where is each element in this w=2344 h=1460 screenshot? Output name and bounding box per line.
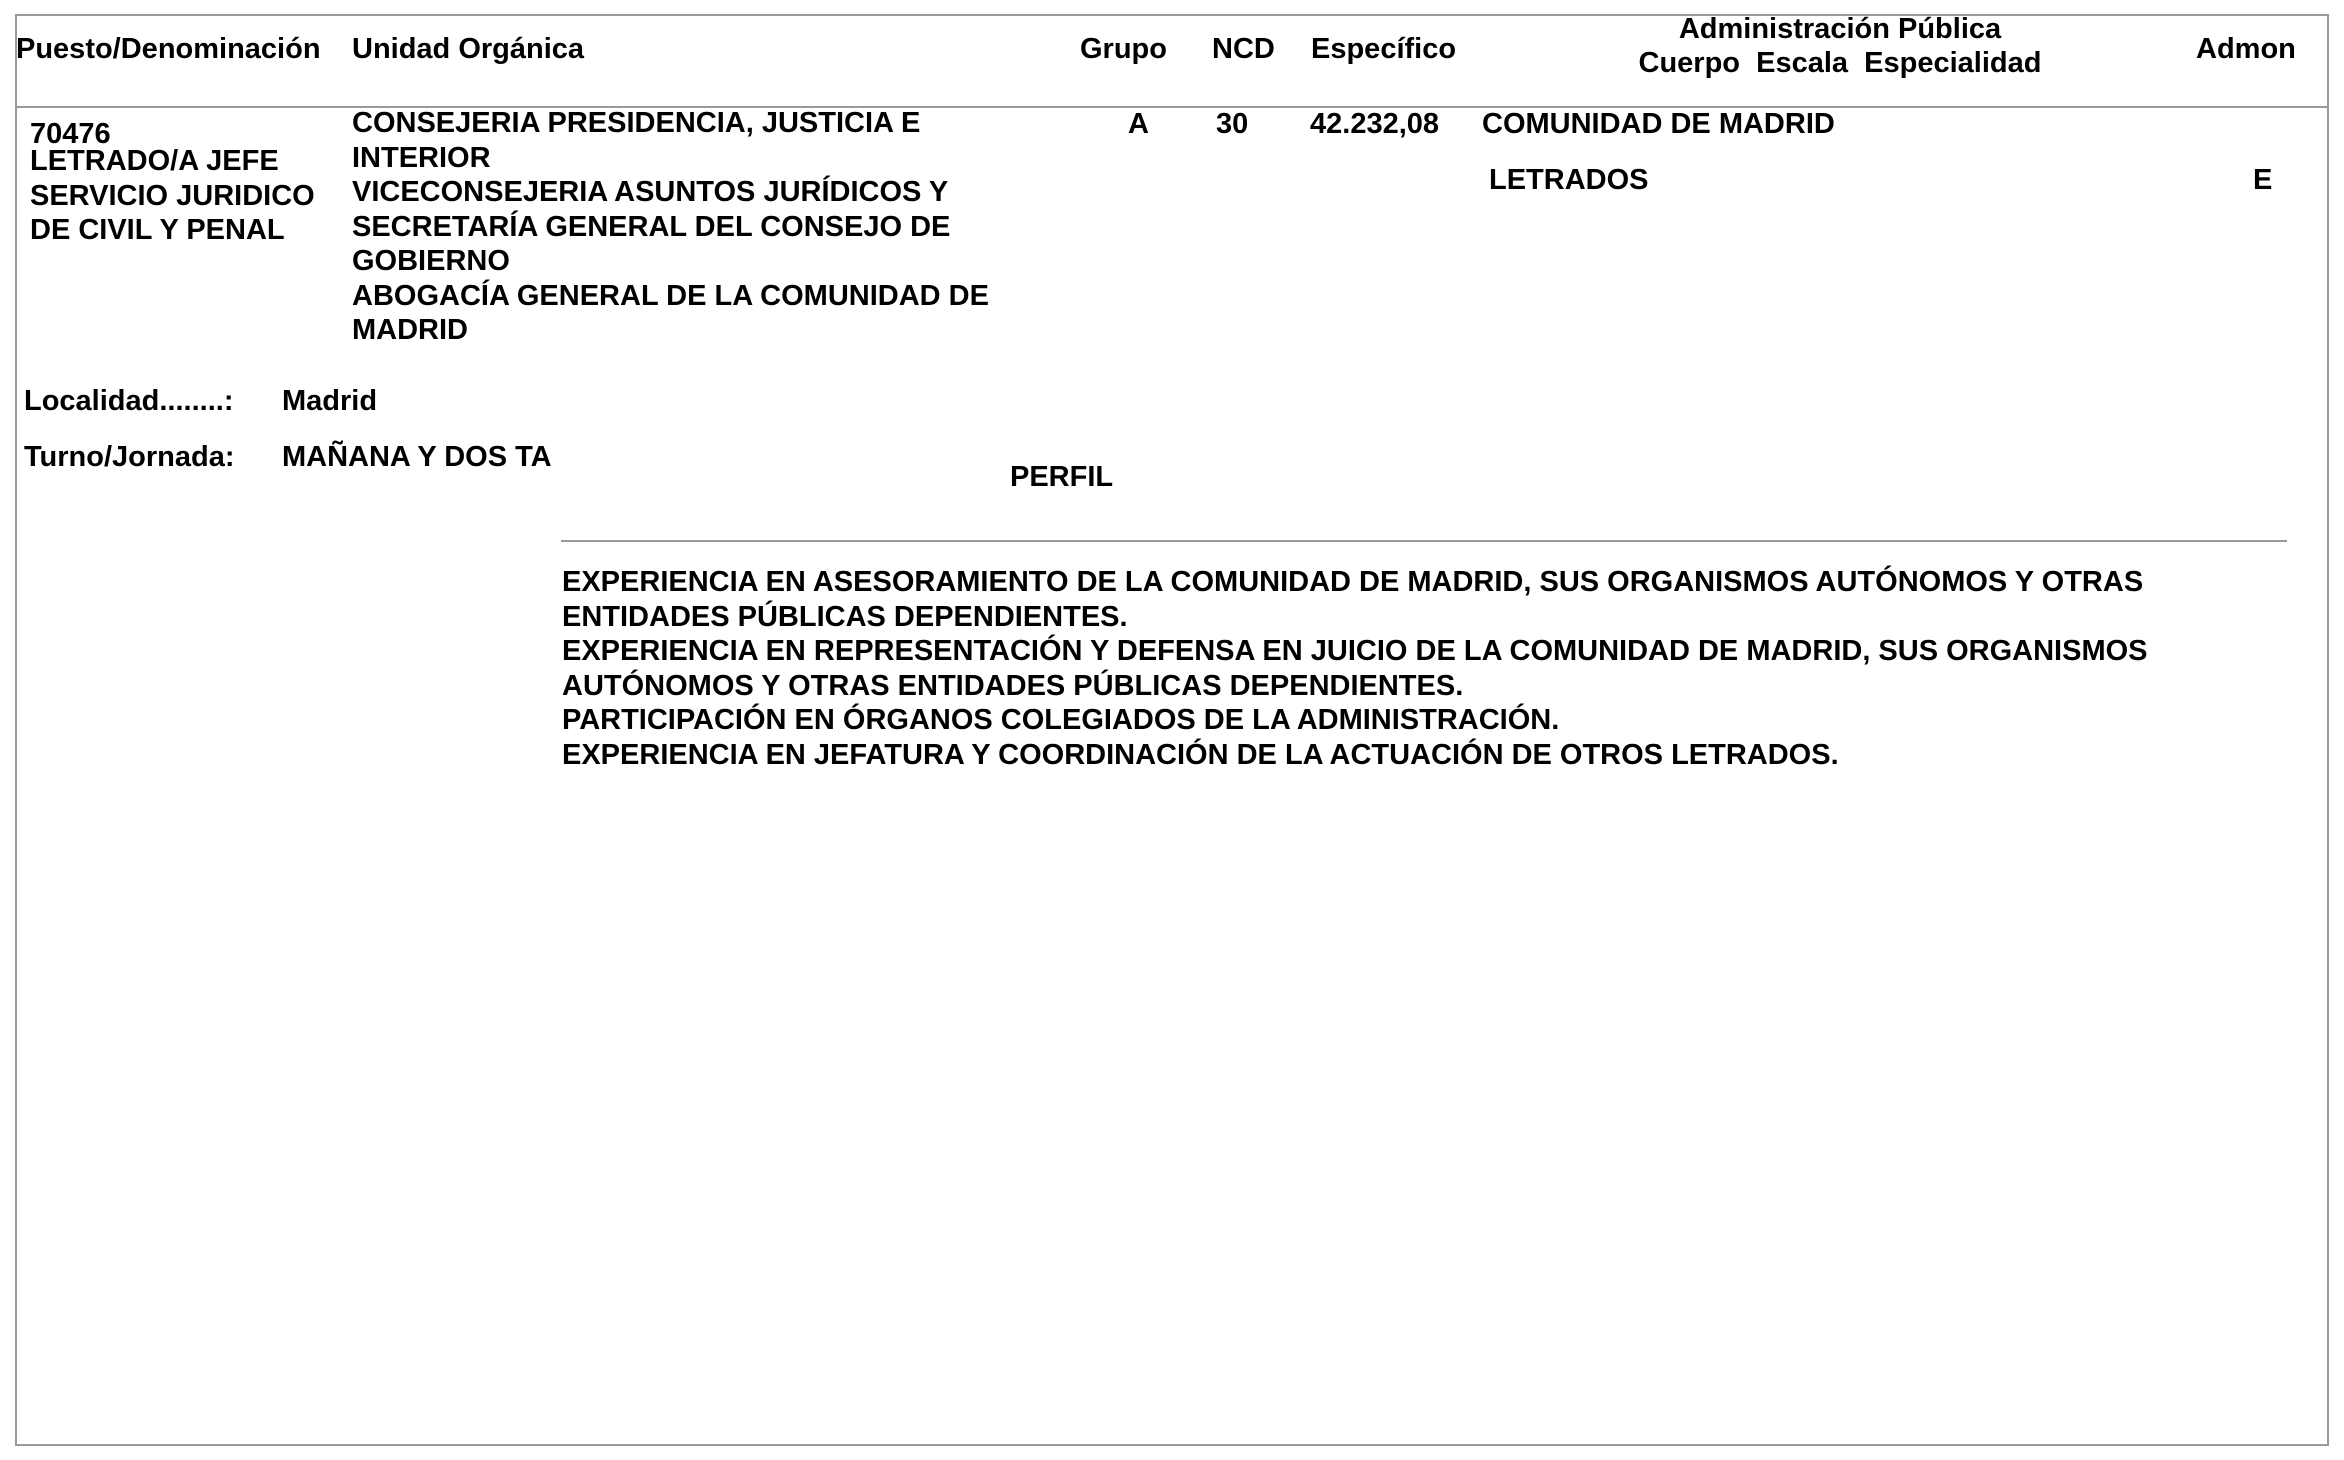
especifico-value: 42.232,08	[1310, 108, 1440, 140]
puesto-code: 70476	[30, 118, 111, 150]
perfil-line: AUTÓNOMOS Y OTRAS ENTIDADES PÚBLICAS DEPENDIENTES.	[562, 669, 1464, 702]
header-unidad: Unidad Orgánica	[352, 33, 585, 65]
unidad-line: INTERIOR	[352, 141, 491, 174]
localidad-value: Madrid	[282, 385, 378, 417]
header-administracion: Administración Pública	[1678, 13, 2002, 45]
header-puesto: Puesto/Denominación	[16, 33, 321, 65]
unidad-line: GOBIERNO	[352, 245, 510, 277]
perfil-line: EXPERIENCIA EN ASESORAMIENTO DE LA COMUNIDAD DE MADRID, SUS ORGANISMOS AUTÓNOMOS Y OTRAS	[562, 566, 2144, 598]
administracion-value: COMUNIDAD DE MADRID	[1482, 108, 1835, 140]
perfil-line: EXPERIENCIA EN REPRESENTACIÓN Y DEFENSA EN JUICIO DE LA COMUNIDAD DE MADRID, SUS ORGANISMOS	[562, 635, 2148, 667]
denominacion-line: DE CIVIL Y PENAL	[30, 214, 285, 246]
unidad-line: ABOGACÍA GENERAL DE LA COMUNIDAD DE	[352, 279, 989, 312]
header-grupo: Grupo	[1080, 33, 1167, 65]
turno-label: Turno/Jornada:	[24, 441, 235, 473]
unidad-line: VICECONSEJERIA ASUNTOS JURÍDICOS Y	[352, 176, 949, 208]
turno-value: MAÑANA Y DOS TA	[282, 441, 552, 473]
header-especifico: Específico	[1311, 33, 1457, 65]
admon-value: E	[2253, 164, 2273, 196]
perfil-text	[562, 565, 2148, 772]
perfil-line: EXPERIENCIA EN JEFATURA Y COORDINACIÓN DE LA ACTUACIÓN DE OTROS LETRADOS.	[562, 738, 1839, 771]
perfil-title: PERFIL	[1010, 461, 1114, 493]
ncd-value: 30	[1216, 108, 1249, 140]
unidad-line: CONSEJERIA PRESIDENCIA, JUSTICIA E	[352, 107, 921, 139]
perfil-divider	[561, 540, 2287, 542]
grupo-value: A	[1128, 108, 1149, 140]
denominacion-line: LETRADO/A JEFE	[30, 145, 279, 177]
unidad-line: MADRID	[352, 314, 468, 346]
denominacion-line: SERVICIO JURIDICO	[30, 179, 315, 212]
unidad-organica	[352, 106, 989, 348]
perfil-line: PARTICIPACIÓN EN ÓRGANOS COLEGIADOS DE LA ADMINISTRACIÓN.	[562, 704, 1560, 736]
puesto-denominacion	[30, 144, 315, 248]
unidad-line: SECRETARÍA GENERAL DEL CONSEJO DE	[352, 210, 951, 243]
header-cuerpo-escala-especialidad: Cuerpo Escala Especialidad	[1638, 47, 2042, 79]
localidad-label: Localidad........:	[24, 385, 234, 417]
header-ncd: NCD	[1212, 33, 1275, 65]
cuerpo-value: LETRADOS	[1489, 164, 1649, 196]
header-admon: Admon	[2196, 33, 2296, 65]
perfil-line: ENTIDADES PÚBLICAS DEPENDIENTES.	[562, 600, 1128, 633]
